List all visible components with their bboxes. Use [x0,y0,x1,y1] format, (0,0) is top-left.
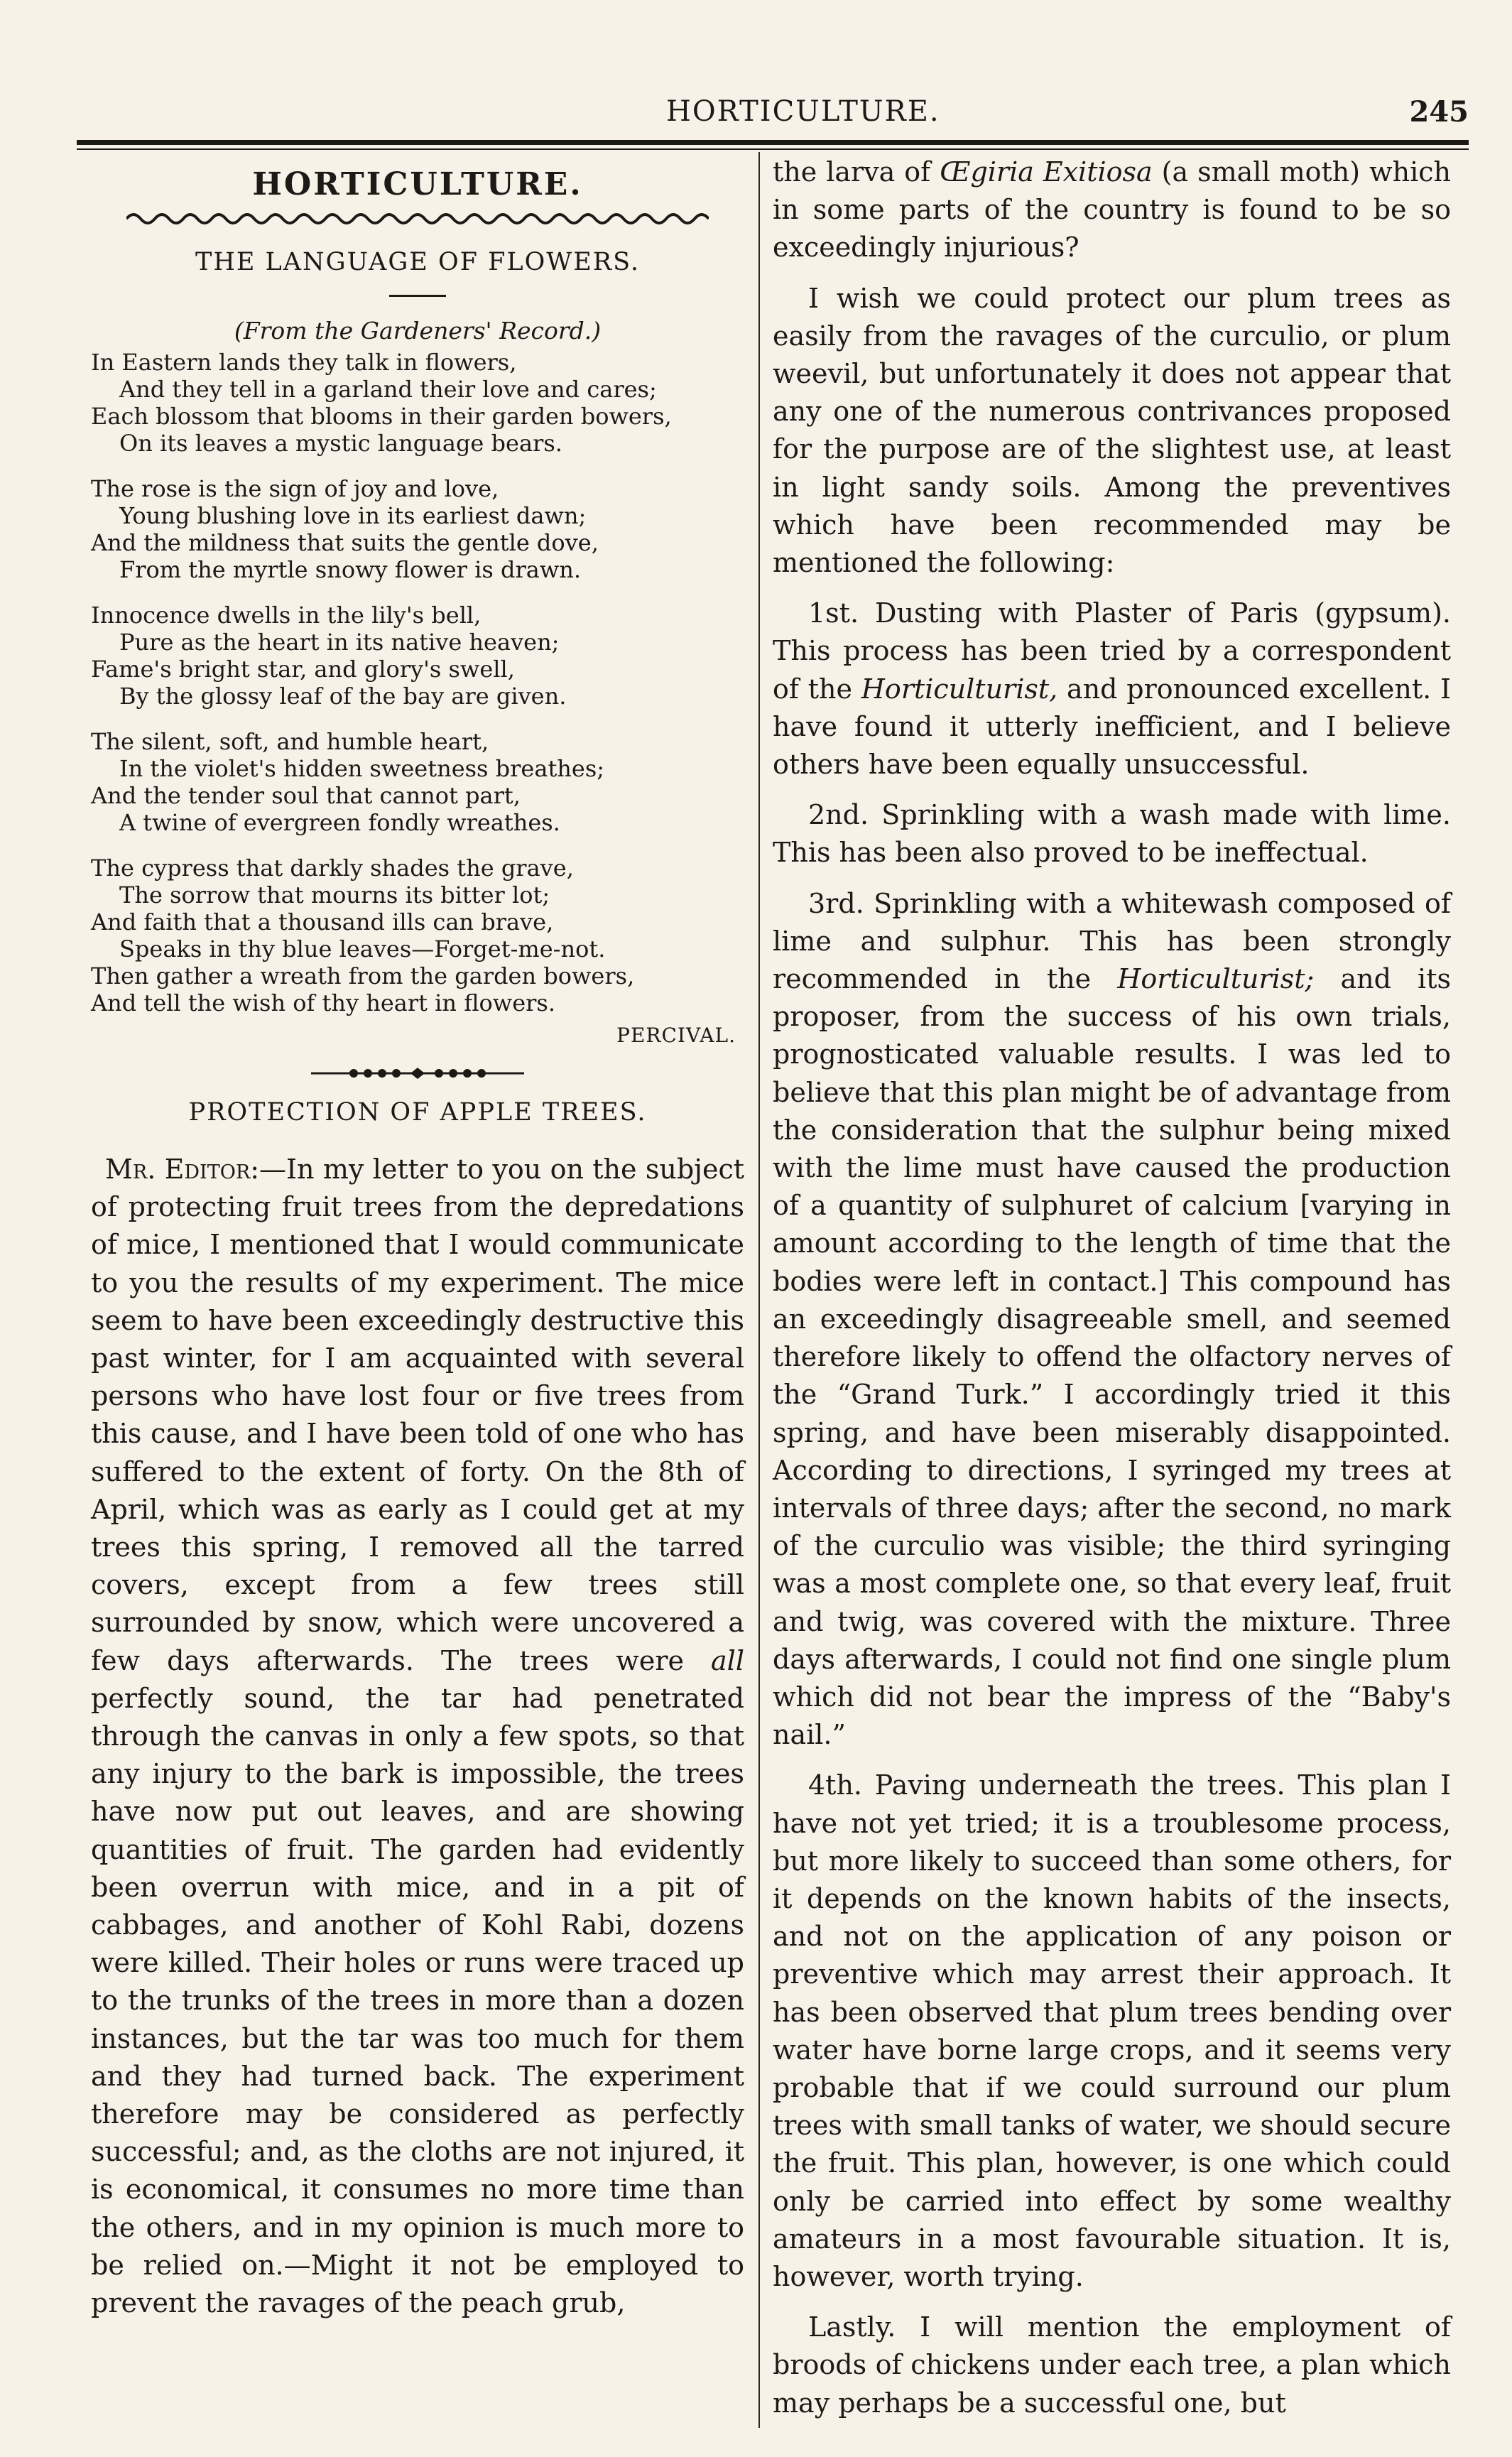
poem-line: Innocence dwells in the lily's bell, [91,602,482,629]
paragraph: Lastly. I will mention the employment of broods of chickens under each tree, a plan which may perhaps be a successful one, but [773,2311,1451,2419]
paragraph-text: 1st. Dusting with Plaster of Paris (gypsum). This process has been tried by a correspondent of the [773,597,1451,705]
article-body-continued [773,153,1451,2422]
poem-line: On its leaves a mystic language bears. [119,430,562,457]
paragraph-text: :—In my letter to you on the subject of protecting fruit trees from the depredations of mice, I mentioned that I would communicate to you the results of my experiment. The mice seem to have been exceedingly destructive this past winter, for I am acquainted with several persons who have lost four or five trees from this cause, and I have been told of one who has suffered to the extent of forty. On the 8th of April, which was as early as I could get at my trees this spring, I removed all the tarred covers, except from a few trees still surrounded by snow, which were uncovered a few days afterwards. The trees were [91,1154,744,1676]
paragraph [773,153,1451,267]
poem-line: Each blossom that blooms in their garden bowers, [91,403,672,430]
header-rule-thick [77,140,1469,145]
stanza [91,728,744,836]
poem-line: From the myrtle snowy flower is drawn. [119,556,581,583]
poem-line: The rose is the sign of joy and love, [91,475,499,502]
species-name: Œgiria Exitiosa [940,156,1153,188]
emphasis: all [711,1644,744,1676]
paragraph [773,885,1451,1754]
poem-line: Pure as the heart in its native heaven; [119,629,560,656]
paragraph-text: and its proposer, from the success of his own trials, prognosticated valuable results. I was led to believe that this plan might be of advantage from the consideration that the sulphur being mixed with the lime must have caused the production of a quantity of sulphuret of calcium [varying in amount according to the length of time that the bodies were left in contact.] This compound has an exceedingly disagreeable smell, and seemed therefore likely to offend the olfactory nerves of the “Grand Turk.” I accordingly tried it this spring, and have been miserably disappointed. According to directions, I syringed my trees at intervals of three days; after the second, no mark of the curculio was visible; the third syringing was a most complete one, so that every leaf, fruit and twig, was covered with the mixture. Three days afterwards, I could not find one single plum which did not bear the impress of the “Baby's nail.” [773,963,1451,1751]
poem-line: A twine of evergreen fondly wreathes. [119,809,560,836]
poem-line: By the glossy leaf of the bay are given. [119,683,567,710]
article-body [91,1151,744,2322]
right-column [773,153,1451,2422]
poem-line: And the mildness that suits the gentle dove, [91,529,599,556]
journal-name: Horticulturist, [861,673,1058,705]
paragraph-text: perfectly sound, the tar had penetrated through the canvas in only a few spots, so that any injury to the bark is impossible, the trees have now put out leaves, and are showing quantities of fruit. The garden had evidently been overrun with mice, and in a pit of cabbages, and another of Kohl Rabi, dozens were killed. Their holes or runs were traced up to the trunks of the trees in more than a dozen instances, but the tar was too much for them and they had turned back. The experiment therefore may be considered as perfectly successful; and, as the cloths are not injured, it is economical, it consumes no more time than the others, and in my opinion is much more to be relied on.—Might it not be employed to prevent the ravages of the peach grub, [91,1682,744,2319]
poem-source: (From the Gardeners' Record.) [234,317,602,345]
poem-line: Young blushing love in its earliest dawn; [119,502,587,529]
page-header [77,95,1469,138]
poem-line: And the tender soul that cannot part, [91,782,521,809]
paragraph: 4th. Paving underneath the trees. This plan I have not yet tried; it is a troublesome process, but more likely to succeed than some others, for it depends on the known habits of the insects, and not on the application of any poison or preventive which may arrest their approach. It has been observed that plum trees bending over water have borne large crops, and it seems very probable that if we could surround our plum trees with small tanks of water, we should secure the fruit. This plan, however, is one which could only be carried into effect by some wealthy amateurs in a most favourable situation. It is, however, worth trying. [773,1769,1451,2292]
stanza [91,475,744,583]
poem-line: And tell the wish of thy heart in flowers. [91,989,556,1016]
poem-line: And they tell in a garland their love and cares; [119,376,657,403]
poem-line: The silent, soft, and humble heart, [91,728,489,755]
journal-name: Horticulturist; [1117,963,1315,995]
paragraph-text: (a small moth) which in some parts of the country is found to be so exceedingly injurious? [773,156,1451,264]
page-number: 245 [1409,95,1469,129]
salutation: Mr. Editor [105,1154,251,1185]
poem-line: The sorrow that mourns its bitter lot; [119,882,550,909]
poem-line: Then gather a wreath from the garden bowers, [91,962,635,989]
poem-line: The cypress that darkly shades the grave, [91,855,574,882]
poem-line: Fame's bright star, and glory's swell, [91,656,515,683]
section-title: HORTICULTURE. [252,166,583,202]
poem-line: In Eastern lands they talk in flowers, [91,349,517,376]
article-title: PROTECTION OF APPLE TREES. [188,1098,647,1127]
poem-line: Speaks in thy blue leaves—Forget-me-not. [119,935,606,962]
running-head: HORTICULTURE. [666,95,940,128]
paragraph [91,1151,744,2322]
left-column [91,153,744,2322]
poem-author: PERCIVAL. [616,1024,736,1047]
stanza [91,855,744,1016]
column-divider [758,152,760,2428]
poem [91,349,744,1047]
poem-line: And faith that a thousand ills can brave, [91,909,554,935]
paragraph: I wish we could protect our plum trees as easily from the ravages of the curculio, or plum weevil, but unfortunately it does not appear that any one of the numerous contrivances proposed for the purpose are of the slightest use, at least in light sandy soils. Among the preventives which have been recommended may be mentioned the following: [773,282,1451,579]
paragraph-text: the larva of [773,156,931,188]
paragraph: 2nd. Sprinkling with a wash made with lime. This has been also proved to be ineffectual. [773,799,1451,869]
header-rule-thin [77,148,1469,150]
paragraph [773,595,1451,783]
stanza [91,349,744,457]
poem-line: In the violet's hidden sweetness breathes; [119,755,605,782]
stanza [91,602,744,710]
paragraph-text: 3rd. Sprinkling with a whitewash composed of lime and sulphur. This has been strongly recommended in the [773,887,1451,995]
paragraph-text: and pronounced excellent. I have found it utterly inefficient, and I believe others have been equally unsuccessful. [773,673,1451,781]
wavy-divider [126,210,709,228]
poem-title: THE LANGUAGE OF FLOWERS. [195,248,641,276]
short-rule [389,295,446,297]
ornament-divider [311,1065,524,1081]
